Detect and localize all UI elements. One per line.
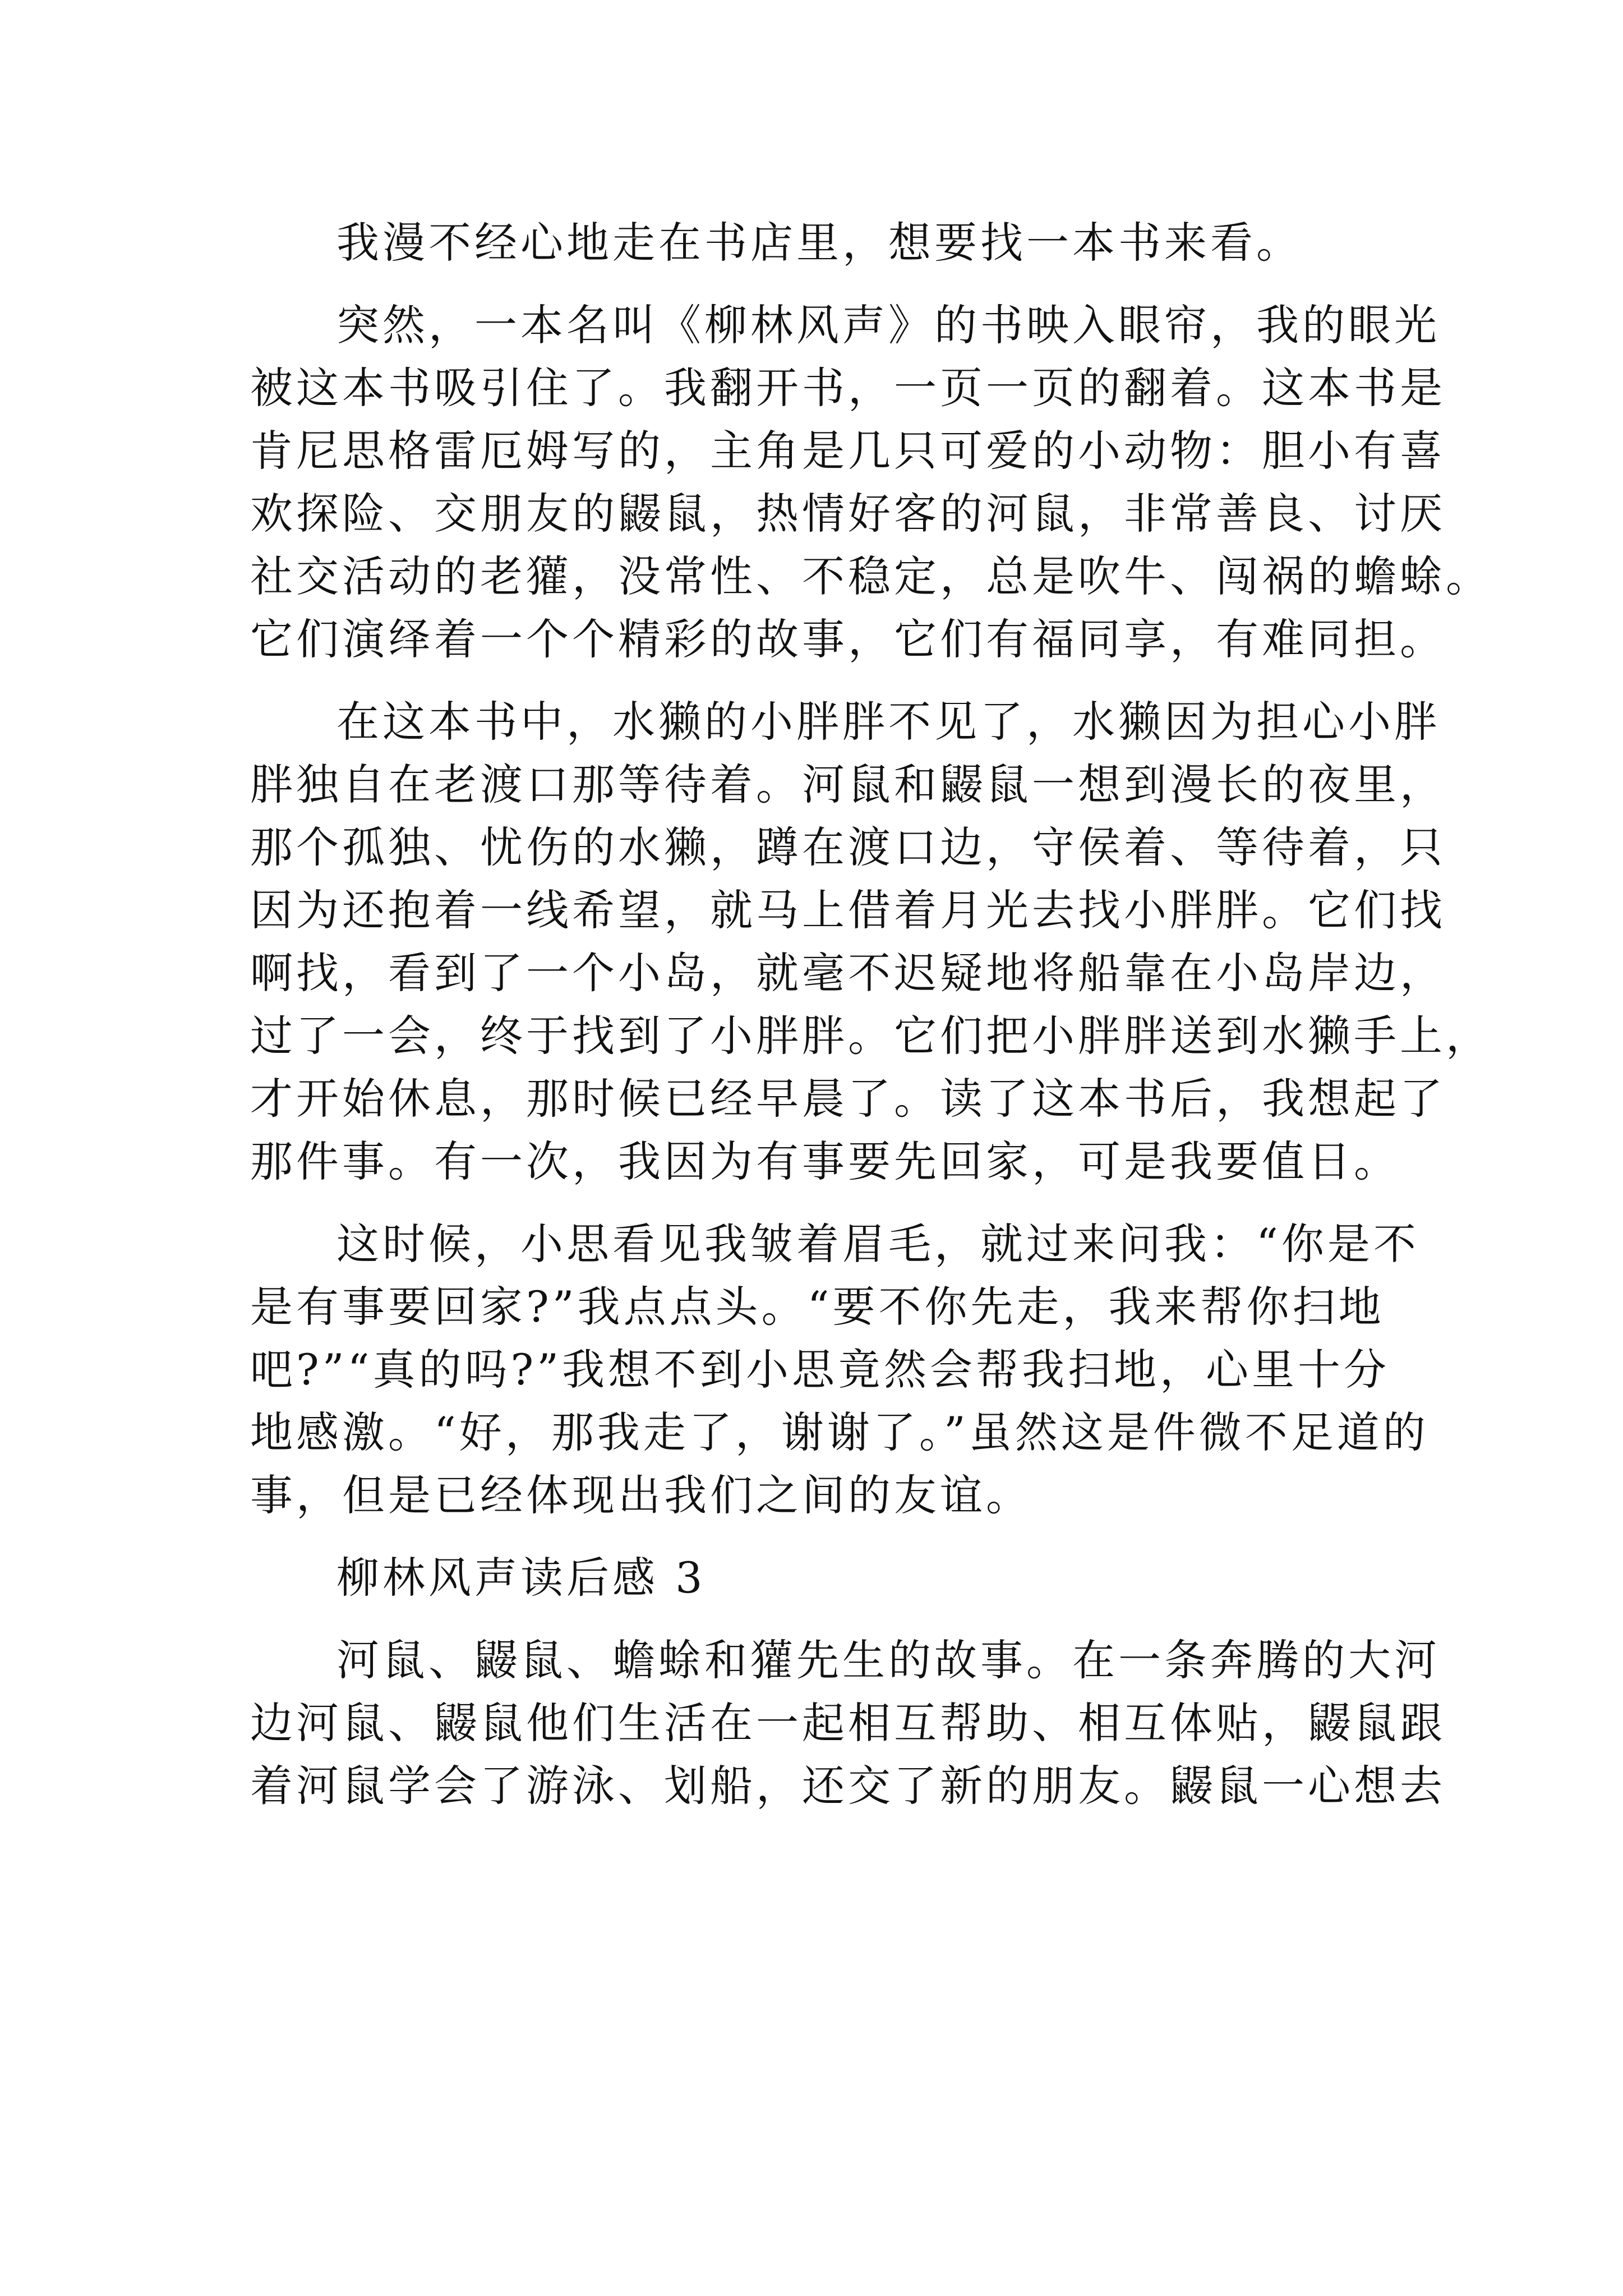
text-line: 地感激。“好，那我走了，谢谢了。”虽然这是件微不足道的 xyxy=(250,1407,1429,1457)
section-heading: 柳林风声读后感 3 xyxy=(336,1553,706,1603)
text-line: 它们演绎着一个个精彩的故事，它们有福同享，有难同担。 xyxy=(250,614,1446,664)
text-line: 过了一会，终于找到了小胖胖。它们把小胖胖送到水獭手上， xyxy=(250,1011,1492,1061)
text-line: 吧?”“真的吗?”我想不到小思竟然会帮我扫地，心里十分 xyxy=(250,1345,1390,1395)
text-line: 这时候，小思看见我皱着眉毛，就过来问我：“你是不 xyxy=(336,1219,1419,1269)
text-line: 突然，一本名叫《柳林风声》的书映入眼帘，我的眼光 xyxy=(336,300,1440,350)
text-line: 才开始休息，那时候已经早晨了。读了这本书后，我想起了 xyxy=(250,1074,1446,1124)
text-line: 胖独自在老渡口那等待着。河鼠和鼹鼠一想到漫长的夜里， xyxy=(250,760,1446,809)
text-line: 我漫不经心地走在书店里，想要找一本书来看。 xyxy=(336,218,1302,268)
text-line: 社交活动的老獾，没常性、不稳定，总是吹牛、闯祸的蟾蜍。 xyxy=(250,551,1492,601)
text-line: 肯尼思格雷厄姆写的，主角是几只可爱的小动物：胆小有喜 xyxy=(250,426,1446,476)
text-line: 在这本书中，水獭的小胖胖不见了，水獭因为担心小胖 xyxy=(336,697,1440,747)
text-line: 事，但是已经体现出我们之间的友谊。 xyxy=(250,1470,1032,1520)
text-line: 那件事。有一次，我因为有事要先回家，可是我要值日。 xyxy=(250,1137,1400,1186)
text-line: 被这本书吸引住了。我翻开书，一页一页的翻着。这本书是 xyxy=(250,363,1446,413)
text-line: 啊找，看到了一个小岛，就毫不迟疑地将船靠在小岛岸边， xyxy=(250,948,1446,998)
text-line: 着河鼠学会了游泳、划船，还交了新的朋友。鼹鼠一心想去 xyxy=(250,1761,1446,1811)
text-line: 欢探险、交朋友的鼹鼠，热情好客的河鼠，非常善良、讨厌 xyxy=(250,489,1446,539)
text-line: 边河鼠、鼹鼠他们生活在一起相互帮助、相互体贴，鼹鼠跟 xyxy=(250,1698,1446,1748)
text-line: 因为还抱着一线希望，就马上借着月光去找小胖胖。它们找 xyxy=(250,885,1446,935)
text-line: 河鼠、鼹鼠、蟾蜍和獾先生的故事。在一条奔腾的大河 xyxy=(336,1635,1440,1685)
text-line: 是有事要回家?”我点点头。“要不你先走，我来帮你扫地 xyxy=(250,1282,1385,1332)
text-line: 那个孤独、忧伤的水獭，蹲在渡口边，守侯着、等待着，只 xyxy=(250,822,1446,872)
